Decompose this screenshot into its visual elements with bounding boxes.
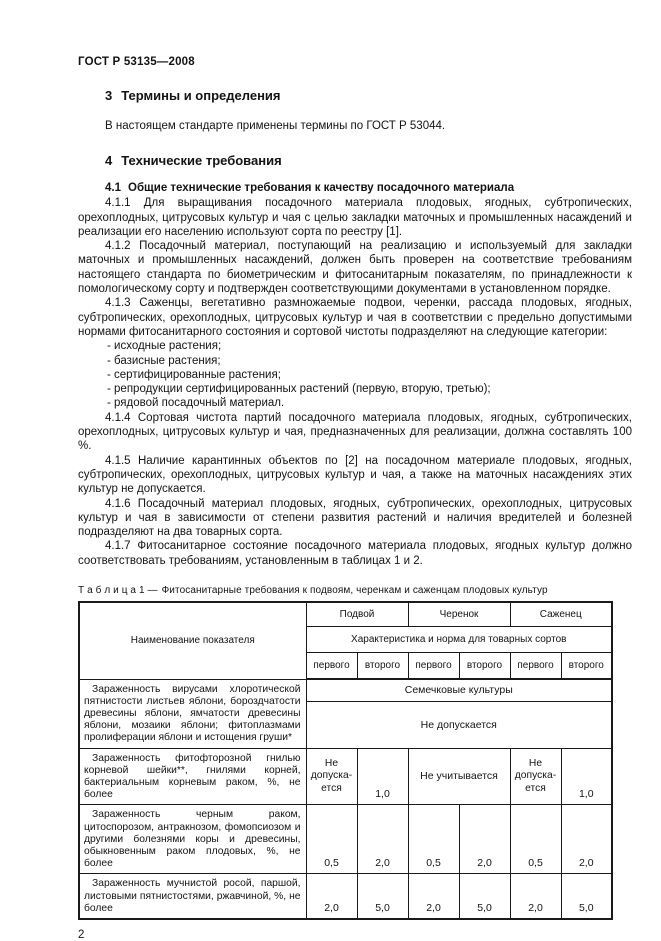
table-cell: 2,0 bbox=[408, 874, 459, 919]
table-1-caption-text: Фитосанитарные требования к подвоям, черенкам и саженцам плодовых культур bbox=[161, 585, 548, 597]
cell-ne-dopuskaetsya: Не допускается bbox=[306, 701, 612, 748]
table-row bbox=[79, 748, 612, 805]
table-row bbox=[79, 805, 612, 874]
header-cell-grade: первого bbox=[510, 652, 561, 679]
table-1-caption bbox=[78, 585, 632, 596]
table-cell: 2,0 bbox=[459, 805, 510, 874]
header-cell-grade: первого bbox=[408, 652, 459, 679]
doc-number: ГОСТ Р 53135—2008 bbox=[78, 56, 195, 68]
row-label-powdery-mildew: Зараженность мучнистой росой, паршой, листовыми пятнистостями, ржавчиной, %, не более bbox=[79, 874, 306, 919]
paragraph-4-1-2: 4.1.2 Посадочный материал, поступающий на реализацию и используемый для закладки маточных и промышленных насаждений, должен быть проверен на соответствие требованиям настоящего стандарта по биометрическим и фитосанитарным показателям, по принадлежности к помологическому сорту и подтвержден соответствующими документами в установленном порядке. bbox=[78, 240, 632, 296]
table-cell: 0,5 bbox=[306, 805, 357, 874]
paragraph-4-1-1: 4.1.1 Для выращивания посадочного материала плодовых, ягодных, субтропических, орехоплодных, цитрусовых культур и чая с целью закладки маточных и промышленных насаждений и реализации его населению используют сорта по реестру [1]. bbox=[78, 197, 632, 238]
subsection-4-1-heading bbox=[105, 182, 632, 194]
section-4-title: Технические требования bbox=[121, 153, 282, 169]
table-cell: 2,0 bbox=[510, 874, 561, 919]
table-1-caption-label: Т а б л и ц а 1 — bbox=[78, 585, 158, 597]
table-cell: Не учитывается bbox=[408, 748, 510, 805]
header-cell-characteristic: Характеристика и норма для товарных сортов bbox=[306, 626, 612, 652]
page-number: 2 bbox=[78, 928, 85, 941]
paragraph-4-1-6: 4.1.6 Посадочный материал плодовых, ягодных, субтропических, орехоплодных, цитрусовых культур и чая в зависимости от степени развития растений и наличия вредителей и болезней подразделяют на два товарных сорта. bbox=[78, 497, 632, 539]
header-cell-sazhenets: Саженец bbox=[510, 602, 612, 626]
table-cell: 0,5 bbox=[510, 805, 561, 874]
header-cell-grade: второго bbox=[357, 652, 408, 679]
table-cell: 1,0 bbox=[561, 748, 612, 805]
section-3-title: Термины и определения bbox=[121, 88, 281, 103]
row-label-black-cancer: Зараженность черным раком, цитоспорозом, антракнозом, фомопсиозом и другими болезнями коры и древесины, обыкновенным раком плодовых, %, не более bbox=[79, 805, 306, 874]
table-cell: 2,0 bbox=[561, 805, 612, 874]
header-cell-indicator: Наименование показателя bbox=[79, 602, 306, 679]
table-cell: 1,0 bbox=[357, 748, 408, 805]
table-cell: 2,0 bbox=[306, 874, 357, 919]
header-cell-grade: второго bbox=[561, 652, 612, 679]
paragraph-4-1-5: 4.1.5 Наличие карантинных объектов по [2] на посадочном материале плодовых, ягодных, субтропических, орехоплодных, цитрусовых культур и чая, а также на маточных насаждениях этих культур не допускается. bbox=[78, 454, 632, 496]
table-cell: 5,0 bbox=[561, 874, 612, 919]
header-cell-grade: первого bbox=[306, 652, 357, 679]
header-cell-cherenok: Черенок bbox=[408, 602, 510, 626]
section-4-heading bbox=[105, 153, 632, 168]
subsection-4-1-title: Общие технические требования к качеству посадочного материала bbox=[128, 182, 515, 195]
table-cell: Не допуска-ется bbox=[306, 748, 357, 805]
list-item: - репродукции сертифицированных растений (первую, вторую, третью); bbox=[107, 383, 491, 396]
section-3-heading bbox=[105, 88, 632, 103]
subsection-4-1-number: 4.1 bbox=[105, 182, 121, 195]
table-cell: 2,0 bbox=[357, 805, 408, 874]
table-cell: 5,0 bbox=[459, 874, 510, 919]
paragraph-4-1-3: 4.1.3 Саженцы, вегетативно размножаемые подвои, черенки, рассада плодовых, ягодных, субтропических, орехоплодных, цитрусовых культур и чая в соответствии с предельно допустимыми нормами фитосанитарного состояния и сортовой чистоты подразделяют на следующие категории: bbox=[78, 297, 632, 338]
section-3-number: 3 bbox=[105, 88, 113, 103]
header-cell-grade: второго bbox=[459, 652, 510, 679]
list-item: - рядовой посадочный материал. bbox=[107, 397, 285, 410]
section-4-number: 4 bbox=[105, 153, 113, 169]
list-item: - исходные растения; bbox=[107, 340, 222, 353]
section-3-paragraph: В настоящем стандарте применены термины по ГОСТ Р 53044. bbox=[105, 120, 446, 132]
row-label-viruses: Зараженность вирусами хлоротической пятнистости листьев яблони, бороздчатости древесины яблони, ямчатости древесины яблони, мозаики яблони; фитоплазмами пролиферации яблони и истощения груши* bbox=[79, 679, 306, 748]
paragraph-4-1-7: 4.1.7 Фитосанитарное состояние посадочного материала плодовых, ягодных культур должно соответствовать требованиям, установленным в таблицах 1 и 2. bbox=[78, 540, 632, 567]
table-cell: 0,5 bbox=[408, 805, 459, 874]
cell-semechkovye: Семечковые культуры bbox=[306, 679, 612, 701]
table-header-groups-row bbox=[79, 602, 612, 626]
header-cell-podvoy: Подвой bbox=[306, 602, 408, 626]
list-item: - базисные растения; bbox=[107, 354, 221, 367]
table-cell: Не допуска-ется bbox=[510, 748, 561, 805]
row-label-phytophthora: Зараженность фитофторозной гнилью корневой шейки**, гнилями корней, бактериальным корневым раком, %, не более bbox=[79, 748, 306, 805]
category-list bbox=[78, 339, 632, 410]
table-row bbox=[79, 874, 612, 919]
list-item: - сертифицированные растения; bbox=[107, 368, 281, 381]
table-cell: 5,0 bbox=[357, 874, 408, 919]
table-row bbox=[79, 679, 612, 701]
paragraph-4-1-4: 4.1.4 Сортовая чистота партий посадочного материала плодовых, ягодных, субтропических, орехоплодных, цитрусовых культур и чая, предназначенных для реализации, должна составлять 100 %. bbox=[78, 411, 632, 453]
table-1 bbox=[78, 601, 613, 920]
